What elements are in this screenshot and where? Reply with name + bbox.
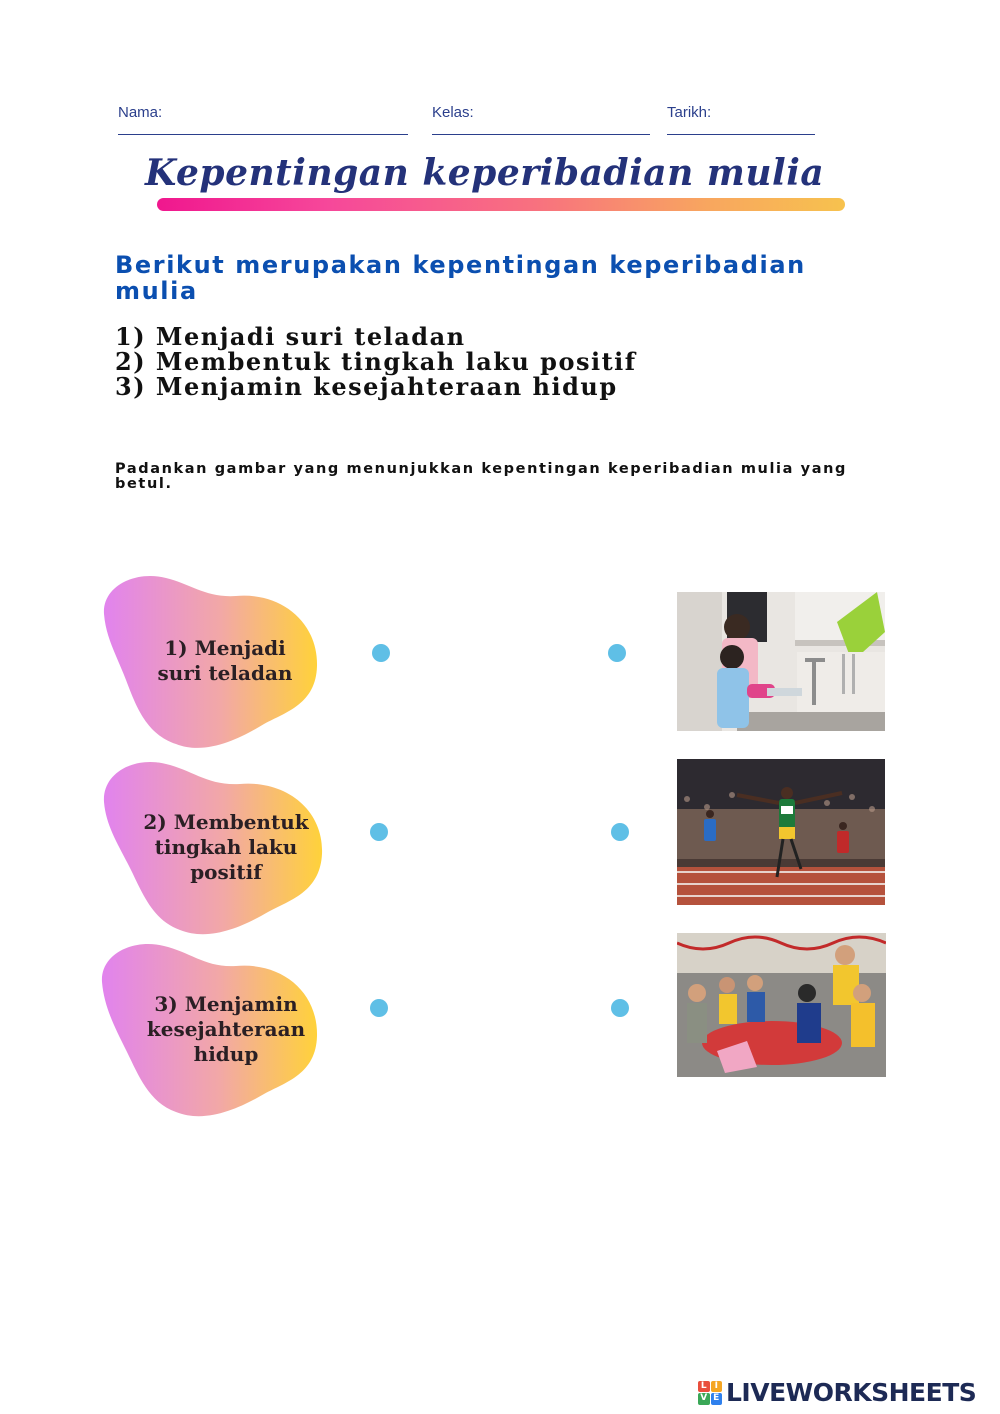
date-input-line[interactable] [667,134,815,135]
left-match-dot-2[interactable] [370,823,388,841]
logo-letter: V [698,1393,710,1405]
date-label: Tarikh: [667,104,712,121]
list-item: 2) Membentuk tingkah laku positif [115,347,637,376]
importance-list [115,324,637,399]
match-card-3-label: 3) Menjamin kesejahteraan hidup [146,991,306,1066]
class-input-line[interactable] [432,134,650,135]
class-label: Kelas: [432,104,474,121]
match-card-1-label: 1) Menjadi suri teladan [157,636,293,685]
right-match-dot-1[interactable] [608,644,626,662]
right-match-dot-3[interactable] [611,999,629,1017]
left-match-dot-3[interactable] [370,999,388,1017]
community-gathering-photo [677,933,886,1077]
paralympic-sprinter-finish-photo [677,759,885,905]
worksheet-title: Kepentingan keperibadian mulia [145,152,825,194]
match-card-2-label: 2) Membentuk tingkah laku positif [143,809,309,884]
right-match-dot-2[interactable] [611,823,629,841]
title-underline-gradient [157,198,845,211]
logo-letter: L [698,1381,710,1393]
list-item: 1) Menjadi suri teladan [115,322,466,351]
left-match-dot-1[interactable] [372,644,390,662]
name-label: Nama: [118,104,163,121]
logo-mark-icon [698,1381,722,1405]
logo-text: LIVEWORKSHEETS [726,1378,977,1407]
mother-daughter-washing-dishes-photo [677,592,885,731]
logo-letter: E [711,1393,723,1405]
logo-letter: I [711,1381,723,1393]
instruction-text: Padankan gambar yang menunjukkan kepentingan keperibadian mulia yang betul. [115,461,847,492]
section-heading: Berikut merupakan kepentingan keperibadian mulia [115,251,806,305]
liveworksheets-logo[interactable] [698,1378,976,1407]
name-input-line[interactable] [118,134,408,135]
list-item: 3) Menjamin kesejahteraan hidup [115,372,618,401]
